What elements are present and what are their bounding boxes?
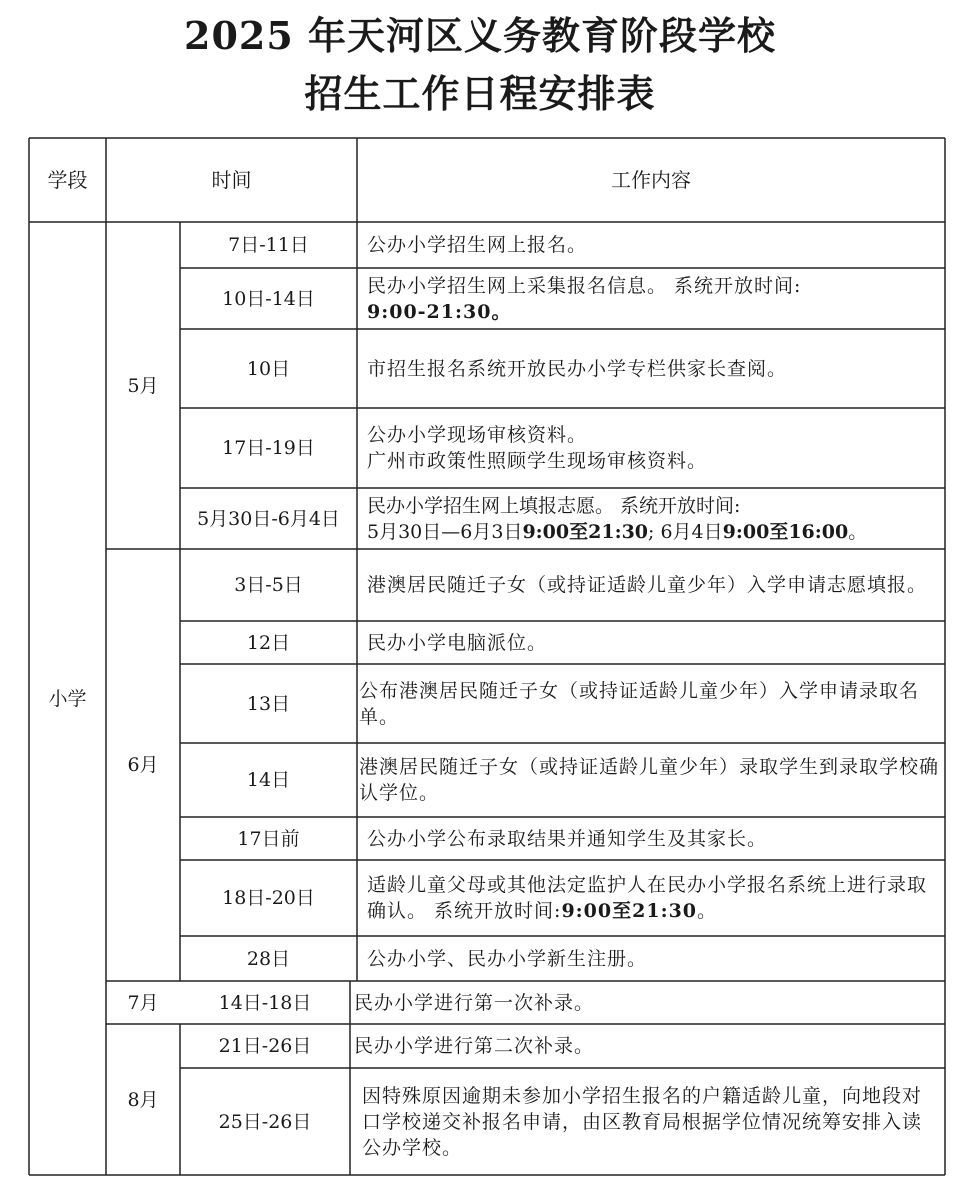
row-date: 25日-26日 <box>218 1110 312 1133</box>
row-content: 港澳居民随迁子女（或持证适龄儿童少年）入学申请志愿填报。 <box>367 574 928 596</box>
row-content: 公办小学、民办小学新生注册。 <box>367 947 648 970</box>
row-content-line-1: 公办小学现场审核资料。 <box>367 424 588 446</box>
title-line-2: 招生工作日程安排表 <box>304 71 656 116</box>
row-date: 28日 <box>246 947 291 970</box>
row-content: 港澳居民随迁子女（或持证适龄儿童少年）录取学生到录取学校确认学位。 <box>359 756 940 804</box>
row-content: 公布港澳居民随迁子女（或持证适龄儿童少年）入学申请录取名单。 <box>359 679 920 728</box>
month-may: 5月 <box>127 374 159 397</box>
period-end: 。 <box>697 900 718 922</box>
header-content: 工作内容 <box>611 168 691 192</box>
row-content <box>357 408 945 488</box>
row-content <box>357 860 945 936</box>
row-date: 18日-20日 <box>222 887 315 909</box>
row-content: 民办小学进行第一次补录。 <box>354 991 595 1014</box>
row-date: 10日-14日 <box>222 287 315 310</box>
row-content: 因特殊原因逾期未参加小学招生报名的户籍适龄儿童，向地段对口学校递交补报名申请，由区教育局根据学位情况统筹安排入读公办学校。 <box>362 1084 923 1159</box>
row-date: 17日前 <box>237 827 300 850</box>
open-time-2: 9:00至16:00 <box>722 520 849 543</box>
row-content: 民办小学进行第二次补录。 <box>354 1035 595 1057</box>
row-content <box>357 488 945 549</box>
row-date: 12日 <box>246 631 291 654</box>
row-date: 17日-19日 <box>222 437 315 459</box>
row-date: 5月30日-6月4日 <box>197 507 340 530</box>
month-june: 6月 <box>127 754 159 776</box>
row-content-line-1: 民办小学招生网上填报志愿。 系统开放时间: <box>367 494 741 517</box>
row-content-text: 民办小学招生网上采集报名信息。 系统开放时间: <box>367 274 802 297</box>
period-2: ; 6月4日 <box>648 520 723 543</box>
row-date: 14日-18日 <box>218 991 312 1014</box>
open-time: 9:00-21:30。 <box>367 300 512 323</box>
header-time: 时间 <box>211 168 252 192</box>
stage-primary: 小学 <box>48 687 87 710</box>
row-content: 公办小学公布录取结果并通知学生及其家长。 <box>367 827 768 850</box>
open-time-1: 9:00至21:30 <box>522 520 649 543</box>
row-content-line-2: 广州市政策性照顾学生现场审核资料。 <box>367 450 708 472</box>
month-july: 7月 <box>127 991 159 1014</box>
title-line-1: 2025 年天河区义务教育阶段学校 <box>184 13 776 58</box>
row-content <box>357 268 945 329</box>
row-date: 21日-26日 <box>218 1035 312 1057</box>
period-end: 。 <box>848 520 868 543</box>
month-august: 8月 <box>127 1088 159 1111</box>
row-date: 14日 <box>246 769 291 791</box>
row-content: 市招生报名系统开放民办小学专栏供家长查阅。 <box>367 357 788 380</box>
row-date: 10日 <box>246 357 291 380</box>
row-content-text: 适龄儿童父母或其他法定监护人在民办小学报名系统上进行录取确认。 系统开放时间: <box>367 874 928 922</box>
row-date: 13日 <box>246 692 291 715</box>
header-stage: 学段 <box>47 168 88 192</box>
row-content: 公办小学招生网上报名。 <box>367 234 588 256</box>
row-date: 3日-5日 <box>234 574 303 596</box>
period-1: 5月30日—6月3日 <box>367 520 523 543</box>
open-time: 9:00至21:30 <box>561 900 698 922</box>
row-date: 7日-11日 <box>228 234 309 256</box>
row-content: 民办小学电脑派位。 <box>367 631 548 654</box>
